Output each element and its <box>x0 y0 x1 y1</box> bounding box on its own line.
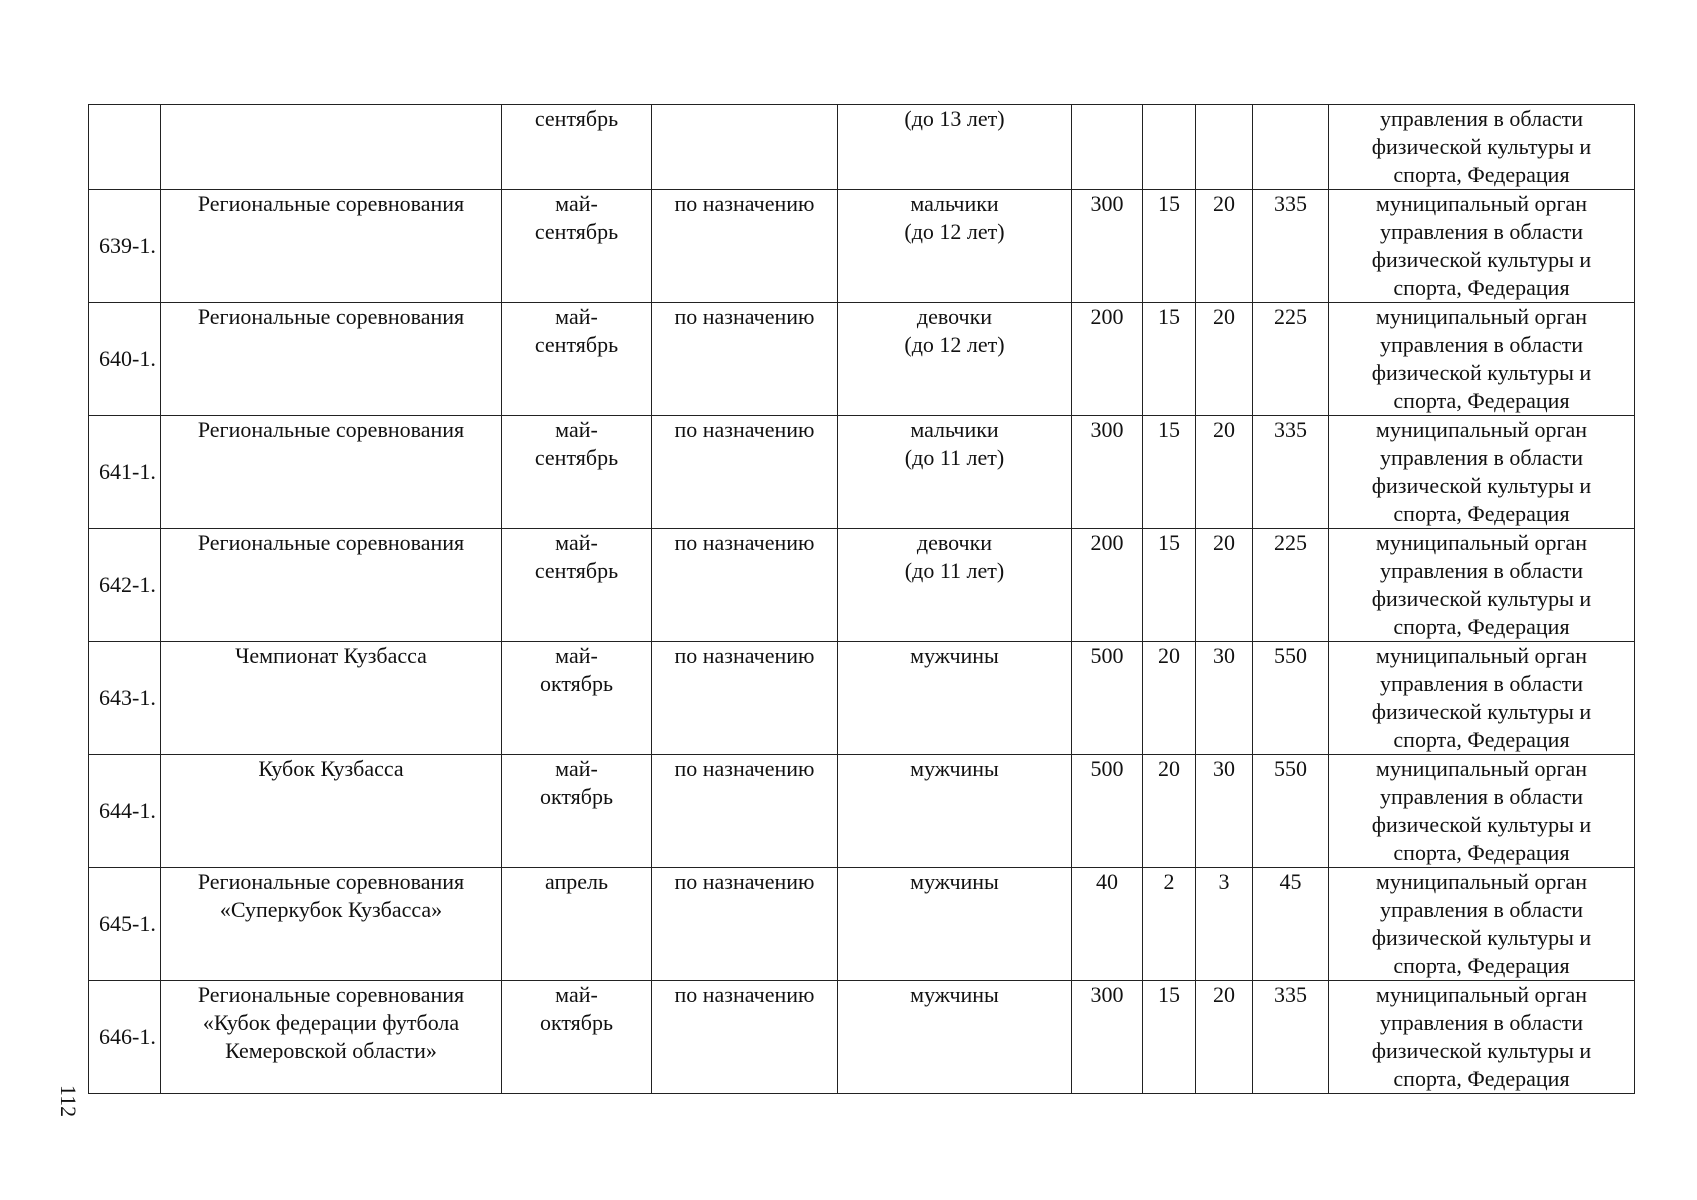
cell-dates <box>502 190 652 303</box>
cell-total: 550 <box>1253 755 1329 868</box>
cell-participants <box>838 105 1072 190</box>
cell-dates-line: сентябрь <box>534 558 619 583</box>
cell-organizer-line: спорта, Федерация <box>1393 275 1570 300</box>
table-row <box>89 105 1635 190</box>
cell-judges: 30 <box>1196 642 1253 755</box>
cell-organizer <box>1329 755 1635 868</box>
cell-dates-line: май- <box>555 417 598 442</box>
cell-organizer-line: управления в области <box>1380 1010 1583 1035</box>
cell-event-name-line: Региональные соревнования <box>197 191 465 216</box>
cell-organizer-line: муниципальный орган <box>1375 530 1588 555</box>
cell-venue-line: по назначению <box>674 530 815 555</box>
cell-number: 645-1. <box>89 868 161 981</box>
cell-event-name-line: Кемеровской области» <box>225 1038 437 1063</box>
cell-dates-line: апрель <box>544 869 609 894</box>
cell-athletes: 300 <box>1072 190 1143 303</box>
cell-coaches <box>1143 105 1196 190</box>
cell-organizer-line: управления в области <box>1380 671 1583 696</box>
cell-judges: 3 <box>1196 868 1253 981</box>
cell-athletes: 200 <box>1072 529 1143 642</box>
cell-judges <box>1196 105 1253 190</box>
cell-organizer-line: спорта, Федерация <box>1393 953 1570 978</box>
cell-coaches: 15 <box>1143 190 1196 303</box>
cell-event-name-line: Чемпионат Кузбасса <box>235 643 427 668</box>
schedule-table-body <box>89 105 1635 1094</box>
cell-judges: 20 <box>1196 303 1253 416</box>
cell-athletes: 300 <box>1072 416 1143 529</box>
cell-dates-line: сентябрь <box>534 106 619 131</box>
schedule-table <box>88 104 1635 1094</box>
cell-event-name-line: Региональные соревнования <box>197 869 465 894</box>
cell-organizer-line: муниципальный орган <box>1375 643 1588 668</box>
cell-organizer-line: муниципальный орган <box>1375 869 1588 894</box>
cell-organizer <box>1329 642 1635 755</box>
cell-venue <box>652 868 838 981</box>
cell-dates <box>502 105 652 190</box>
cell-event-name-line: «Суперкубок Кузбасса» <box>219 897 443 922</box>
cell-venue <box>652 529 838 642</box>
cell-participants-line: мужчины <box>910 756 999 781</box>
cell-organizer-line: спорта, Федерация <box>1393 501 1570 526</box>
table-row <box>89 642 1635 755</box>
cell-number: 639-1. <box>89 190 161 303</box>
cell-venue-line: по назначению <box>674 191 815 216</box>
cell-organizer-line: физической культуры и <box>1371 473 1592 498</box>
cell-participants-line: мужчины <box>910 982 999 1007</box>
cell-organizer <box>1329 105 1635 190</box>
cell-organizer-line: муниципальный орган <box>1375 982 1588 1007</box>
cell-athletes <box>1072 105 1143 190</box>
cell-dates <box>502 868 652 981</box>
cell-coaches: 2 <box>1143 868 1196 981</box>
cell-total: 225 <box>1253 303 1329 416</box>
cell-event-name <box>161 416 502 529</box>
cell-organizer-line: физической культуры и <box>1371 925 1592 950</box>
cell-venue <box>652 105 838 190</box>
cell-participants-line: (до 12 лет) <box>904 332 1005 357</box>
cell-total: 225 <box>1253 529 1329 642</box>
cell-organizer-line: муниципальный орган <box>1375 417 1588 442</box>
cell-organizer-line: управления в области <box>1380 219 1583 244</box>
cell-participants-line: (до 11 лет) <box>904 558 1005 583</box>
cell-event-name <box>161 529 502 642</box>
cell-participants <box>838 416 1072 529</box>
cell-dates-line: май- <box>555 191 598 216</box>
cell-organizer-line: физической культуры и <box>1371 812 1592 837</box>
cell-organizer-line: спорта, Федерация <box>1393 162 1570 187</box>
cell-organizer-line: управления в области <box>1380 897 1583 922</box>
cell-total: 550 <box>1253 642 1329 755</box>
cell-total: 335 <box>1253 416 1329 529</box>
cell-venue-line: по назначению <box>674 756 815 781</box>
cell-number <box>89 105 161 190</box>
cell-organizer <box>1329 981 1635 1094</box>
cell-dates-line: октябрь <box>539 784 614 809</box>
cell-dates <box>502 981 652 1094</box>
table-row <box>89 416 1635 529</box>
cell-dates-line: май- <box>555 756 598 781</box>
cell-venue-line: по назначению <box>674 869 815 894</box>
cell-coaches: 15 <box>1143 416 1196 529</box>
cell-organizer-line: физической культуры и <box>1371 134 1592 159</box>
table-row <box>89 868 1635 981</box>
cell-event-name-line: Региональные соревнования <box>197 304 465 329</box>
cell-coaches: 15 <box>1143 303 1196 416</box>
cell-organizer <box>1329 303 1635 416</box>
cell-organizer <box>1329 190 1635 303</box>
cell-dates-line: сентябрь <box>534 332 619 357</box>
cell-number: 646-1. <box>89 981 161 1094</box>
cell-event-name-line: Региональные соревнования <box>197 417 465 442</box>
cell-dates-line: октябрь <box>539 1010 614 1035</box>
cell-number: 641-1. <box>89 416 161 529</box>
cell-organizer-line: управления в области <box>1380 332 1583 357</box>
cell-participants-line: девочки <box>916 304 993 329</box>
cell-organizer-line: муниципальный орган <box>1375 756 1588 781</box>
cell-organizer-line: спорта, Федерация <box>1393 388 1570 413</box>
cell-number: 642-1. <box>89 529 161 642</box>
cell-total <box>1253 105 1329 190</box>
cell-venue <box>652 755 838 868</box>
cell-coaches: 20 <box>1143 755 1196 868</box>
cell-organizer-line: спорта, Федерация <box>1393 614 1570 639</box>
cell-dates <box>502 416 652 529</box>
cell-dates <box>502 303 652 416</box>
cell-dates-line: май- <box>555 643 598 668</box>
cell-event-name <box>161 981 502 1094</box>
cell-judges: 20 <box>1196 529 1253 642</box>
cell-organizer-line: физической культуры и <box>1371 1038 1592 1063</box>
cell-event-name-line: Региональные соревнования <box>197 530 465 555</box>
table-row <box>89 755 1635 868</box>
cell-event-name <box>161 303 502 416</box>
cell-event-name-line: Региональные соревнования <box>197 982 465 1007</box>
cell-organizer-line: физической культуры и <box>1371 360 1592 385</box>
cell-athletes: 200 <box>1072 303 1143 416</box>
cell-venue-line: по назначению <box>674 417 815 442</box>
cell-organizer-line: спорта, Федерация <box>1393 727 1570 752</box>
cell-total: 335 <box>1253 190 1329 303</box>
cell-organizer-line: физической культуры и <box>1371 586 1592 611</box>
table-row <box>89 190 1635 303</box>
table-row <box>89 981 1635 1094</box>
cell-organizer-line: спорта, Федерация <box>1393 840 1570 865</box>
cell-organizer-line: управления в области <box>1380 558 1583 583</box>
cell-organizer-line: управления в области <box>1380 106 1583 131</box>
cell-event-name-line: «Кубок федерации футбола <box>202 1010 460 1035</box>
cell-organizer-line: муниципальный орган <box>1375 191 1588 216</box>
cell-coaches: 20 <box>1143 642 1196 755</box>
cell-participants-line: (до 12 лет) <box>904 219 1005 244</box>
cell-participants <box>838 303 1072 416</box>
cell-dates <box>502 642 652 755</box>
cell-dates-line: сентябрь <box>534 445 619 470</box>
cell-judges: 20 <box>1196 981 1253 1094</box>
cell-number: 643-1. <box>89 642 161 755</box>
cell-dates-line: сентябрь <box>534 219 619 244</box>
cell-event-name <box>161 868 502 981</box>
cell-event-name <box>161 105 502 190</box>
cell-dates-line: май- <box>555 982 598 1007</box>
cell-participants <box>838 529 1072 642</box>
cell-venue <box>652 416 838 529</box>
cell-dates-line: октябрь <box>539 671 614 696</box>
cell-participants-line: мужчины <box>910 643 999 668</box>
cell-number: 640-1. <box>89 303 161 416</box>
cell-athletes: 500 <box>1072 755 1143 868</box>
cell-participants <box>838 868 1072 981</box>
cell-number: 644-1. <box>89 755 161 868</box>
cell-dates <box>502 755 652 868</box>
cell-judges: 20 <box>1196 190 1253 303</box>
cell-organizer <box>1329 529 1635 642</box>
cell-participants-line: мужчины <box>910 869 999 894</box>
cell-organizer-line: управления в области <box>1380 784 1583 809</box>
cell-organizer-line: физической культуры и <box>1371 247 1592 272</box>
cell-participants <box>838 642 1072 755</box>
cell-participants <box>838 190 1072 303</box>
cell-organizer-line: муниципальный орган <box>1375 304 1588 329</box>
cell-venue <box>652 981 838 1094</box>
cell-judges: 30 <box>1196 755 1253 868</box>
cell-organizer <box>1329 416 1635 529</box>
cell-participants-line: (до 13 лет) <box>904 106 1005 131</box>
cell-organizer-line: физической культуры и <box>1371 699 1592 724</box>
cell-participants-line: мальчики <box>910 417 999 442</box>
cell-coaches: 15 <box>1143 981 1196 1094</box>
cell-dates-line: май- <box>555 304 598 329</box>
page-number: 112 <box>56 1084 81 1118</box>
cell-event-name <box>161 190 502 303</box>
cell-venue <box>652 642 838 755</box>
cell-athletes: 500 <box>1072 642 1143 755</box>
cell-athletes: 40 <box>1072 868 1143 981</box>
cell-venue <box>652 190 838 303</box>
cell-event-name <box>161 642 502 755</box>
cell-total: 45 <box>1253 868 1329 981</box>
cell-coaches: 15 <box>1143 529 1196 642</box>
cell-organizer-line: управления в области <box>1380 445 1583 470</box>
cell-dates-line: май- <box>555 530 598 555</box>
cell-participants-line: (до 11 лет) <box>904 445 1005 470</box>
cell-participants-line: мальчики <box>910 191 999 216</box>
cell-athletes: 300 <box>1072 981 1143 1094</box>
cell-organizer <box>1329 868 1635 981</box>
cell-dates <box>502 529 652 642</box>
cell-event-name-line: Кубок Кузбасса <box>258 756 404 781</box>
cell-organizer-line: спорта, Федерация <box>1393 1066 1570 1091</box>
table-row <box>89 529 1635 642</box>
cell-event-name <box>161 755 502 868</box>
cell-venue-line: по назначению <box>674 643 815 668</box>
cell-venue-line: по назначению <box>674 304 815 329</box>
cell-total: 335 <box>1253 981 1329 1094</box>
cell-participants <box>838 755 1072 868</box>
cell-participants <box>838 981 1072 1094</box>
table-row <box>89 303 1635 416</box>
cell-venue <box>652 303 838 416</box>
cell-participants-line: девочки <box>916 530 993 555</box>
cell-venue-line: по назначению <box>674 982 815 1007</box>
cell-judges: 20 <box>1196 416 1253 529</box>
